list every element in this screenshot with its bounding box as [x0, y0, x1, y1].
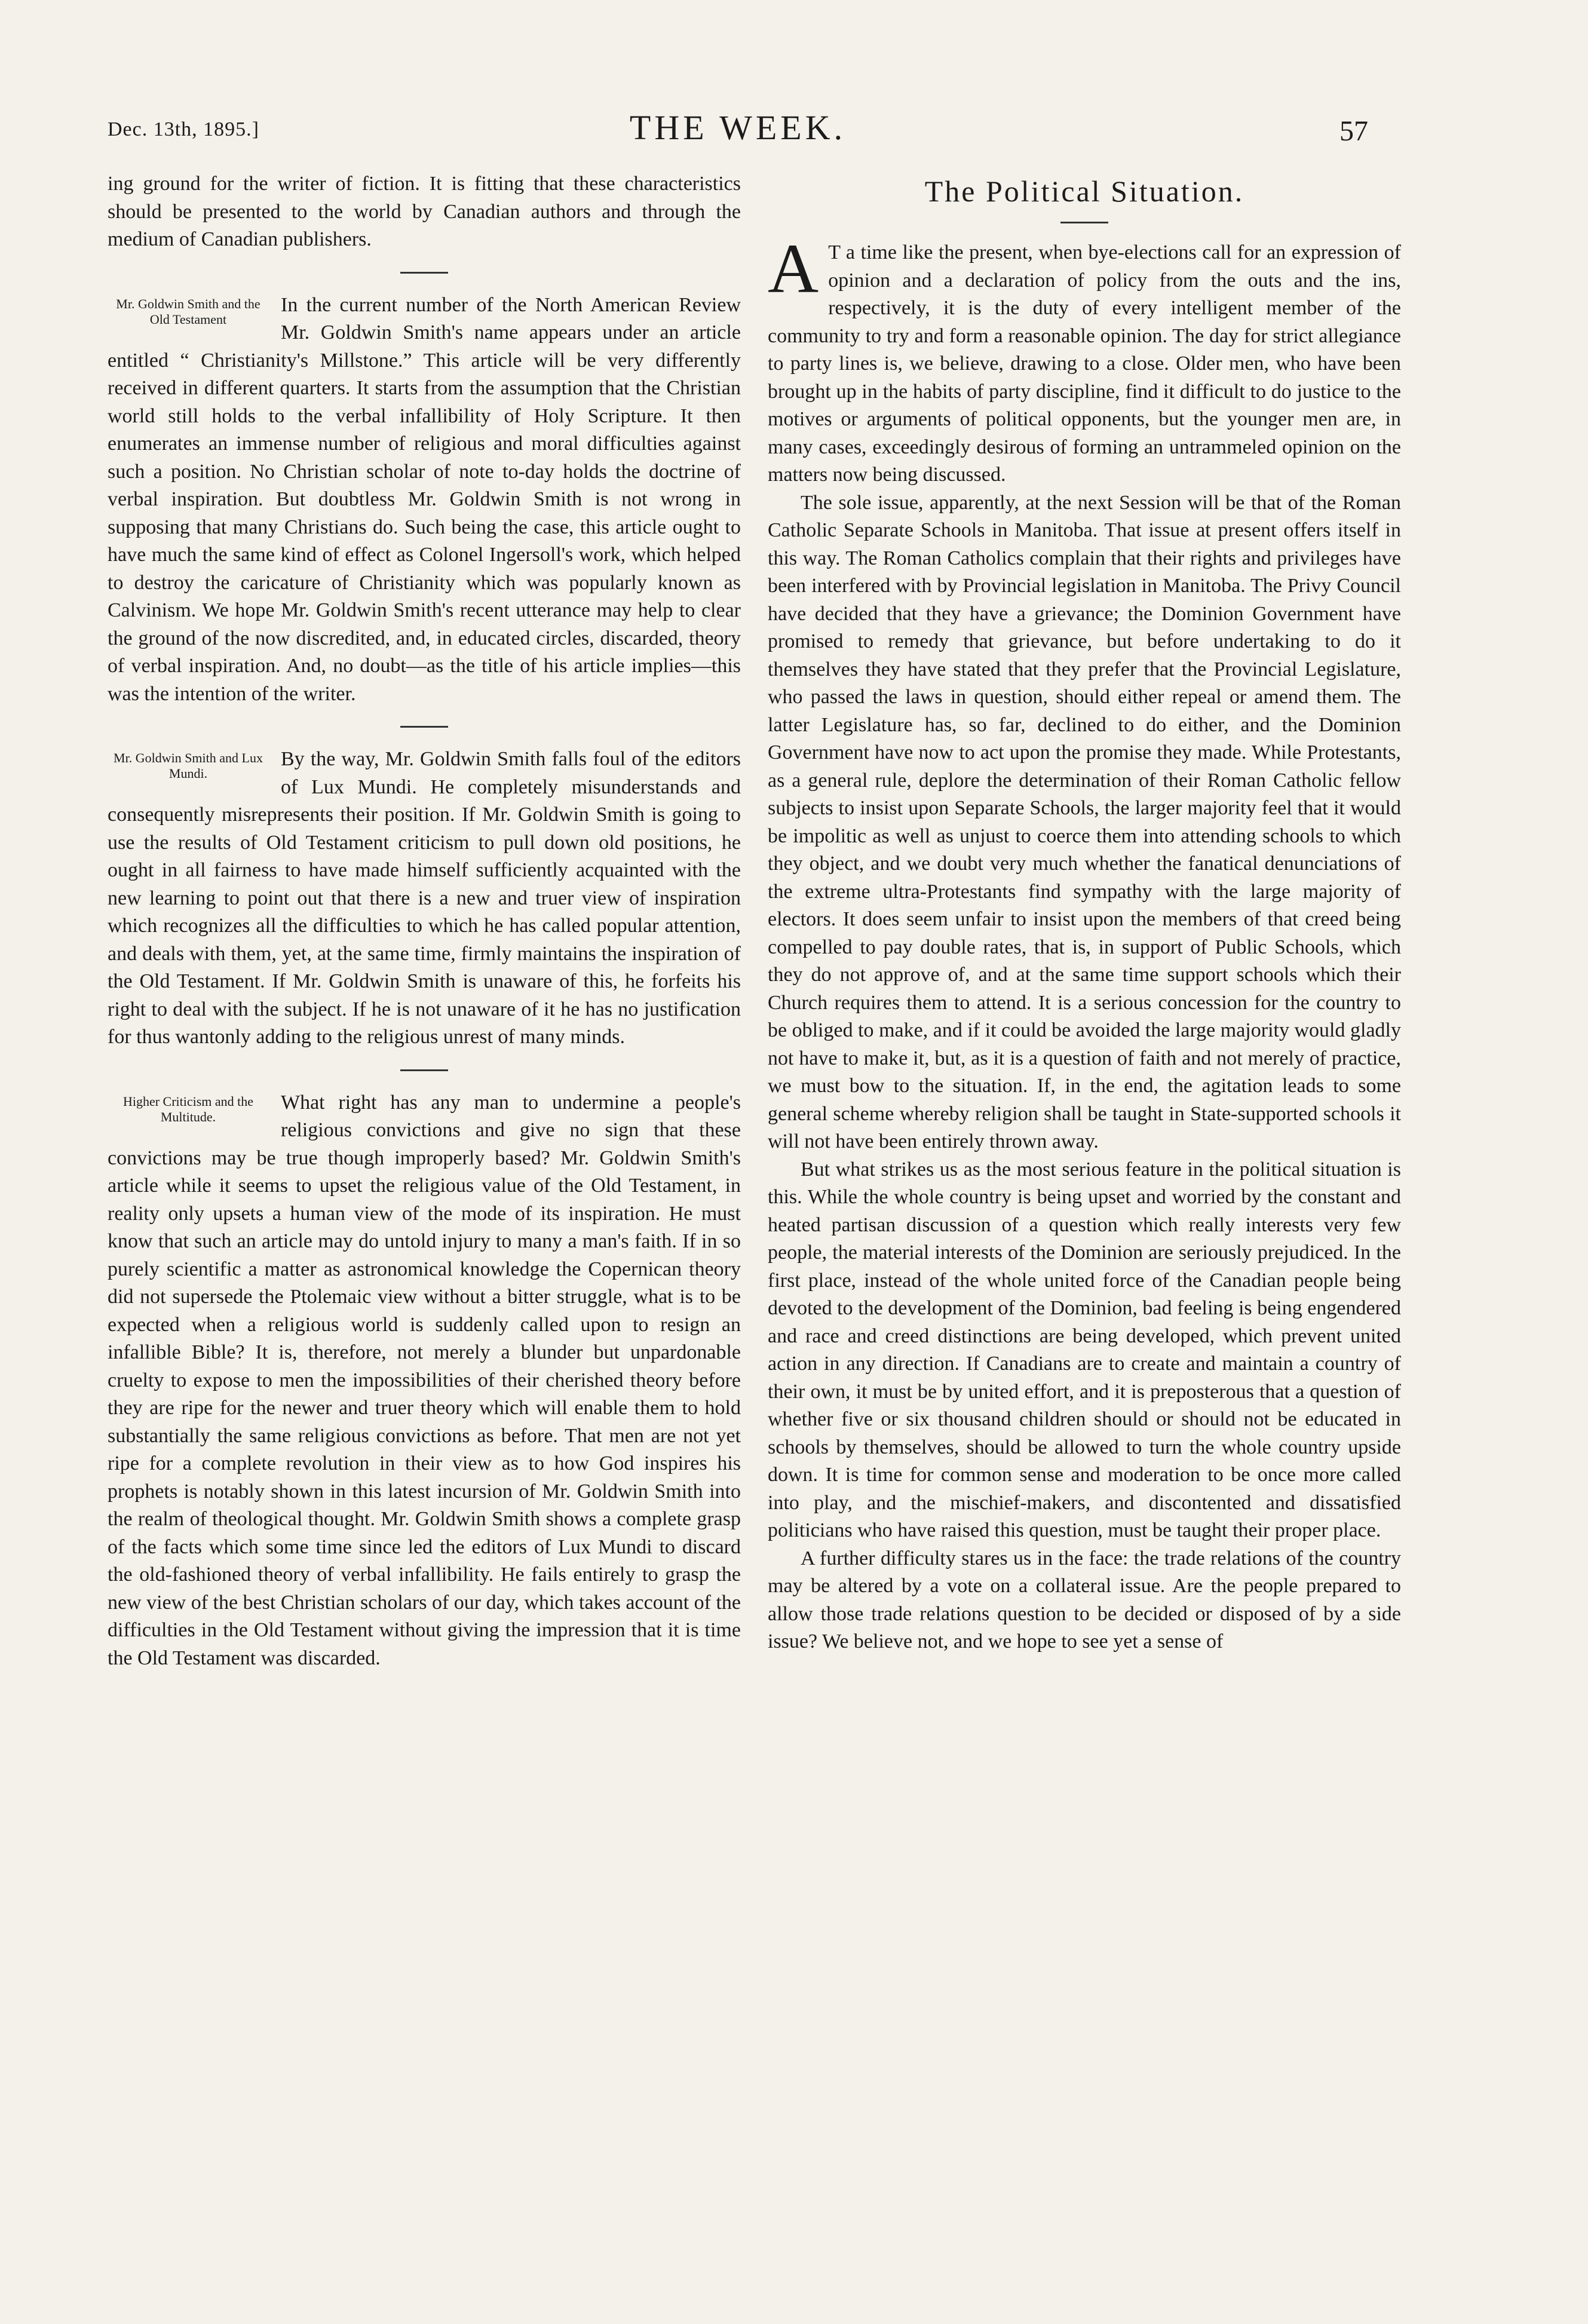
- left-column: [108, 170, 741, 1672]
- article-body: [768, 229, 1401, 1656]
- article-paragraph: T a time like the present, when bye-elections call for an expression of opinion and a declaration of policy from the outs and the ins, respectively, it is the duty of every intelligent member of the community to try and form a reasonable opinion. The day for strict allegiance to party lines is, we believe, drawing to a close. Older men, who have been brought up in the habits of party discipline, find it difficult to do justice to the motives or arguments of political opponents, but the younger men are, in many cases, exceedingly desirous of forming an untrammeled opinion on the matters now being discussed.: [768, 241, 1401, 486]
- page-number: 57: [1339, 115, 1368, 147]
- section-text: What right has any man to undermine a people's religious convictions and give no sign that these convictions may be true though improperly based? Mr. Goldwin Smith's article while it seems to upset the religious value of the Old Testament, in reality only upsets a human view of the mode of its inspiration. He must know that such an article may do untold injury to many a man's faith. If in so purely scientific a matter as astronomical knowledge the Copernican theory did not supersede the Ptolemaic view without a bitter struggle, what is to be expected when a religious world is suddenly called upon to resign an infallible Bible? It is, therefore, not merely a blunder but unpardonable cruelty to expose to men the impossibilities of their cherished theory before they are ripe for the newer and truer theory which will enable them to hold substantially the same religious convictions as before. That men are not yet ripe for a complete revolution in their view as to how God inspires his prophets is notably shown in this latest incursion of Mr. Goldwin Smith into the realm of theological thought. Mr. Goldwin Smith shows a complete grasp of the facts which some time since led the editors of Lux Mundi to discard the old-fashioned theory of verbal infallibility. He fails entirely to grasp the new view of the best Christian scholars of our day, which takes account of the difficulties in the Old Testament without giving the impression that it is time the Old Testament was discarded.: [108, 1091, 741, 1669]
- masthead-title: THE WEEK.: [629, 108, 847, 147]
- continued-paragraph: ing ground for the writer of fiction. It is fitting that these characteristics should be presented to the world by Canadian authors and through the medium of Canadian publishers.: [108, 173, 741, 250]
- section-higher-criticism: [108, 1089, 741, 1673]
- section-divider: [400, 272, 448, 274]
- issue-date: Dec. 13th, 1895.]: [108, 118, 260, 140]
- sidenote-higher-criticism: Higher Criticism and the Multitude.: [122, 1093, 254, 1124]
- page-header: [108, 108, 1368, 161]
- section-divider: [400, 726, 448, 728]
- title-divider: [1060, 222, 1108, 223]
- right-column: [768, 170, 1401, 1656]
- article-paragraph: The sole issue, apparently, at the next Session will be that of the Roman Catholic Separate Schools in Manitoba. That issue at present offers itself in this way. The Roman Catholics complain that their rights and privileges have been interfered with by Provincial legislation in Manitoba. The Privy Council have decided that they have a grievance; the Dominion Government have promised to remedy that grievance, but before undertaking to do it themselves they have stated that they prefer that the Provincial Legislature, who passed the laws in question, should either repeal or amend them. The latter Legislature has, so far, declined to do either, and the Dominion Government have now to act upon the promise they made. While Protestants, as a general rule, deplore the determination of their Roman Catholic fellow subjects to insist upon Separate Schools, the larger majority feel that it would be impolitic as well as unjust to coerce them into attending schools to which they object, and we doubt very much whether the fanatical denunciations of the extreme ultra-Protestants find sympathy with the large majority of electors. It does seem unfair to insist upon the members of that creed being compelled to pay double rates, that is, in support of Public Schools, which they do not approve of, and at the same time support schools which their Church requires them to attend. It is a serious concession for the country to be obliged to make, and if it could be avoided the large majority would gladly not have to make it, but, as it is a question of faith and not merely of practice, we must bow to the situation. If, in the end, the agitation leads to some general scheme whereby religion shall be taught in State-supported schools it will not have been entirely thrown away.: [768, 491, 1401, 1152]
- article-title: The Political Situation.: [924, 174, 1244, 208]
- drop-cap: A: [768, 229, 819, 308]
- section-old-testament: [108, 292, 741, 709]
- section-lux-mundi: [108, 746, 741, 1051]
- sidenote-old-testament: Mr. Goldwin Smith and the Old Testament: [116, 296, 260, 327]
- section-text: In the current number of the North American Review Mr. Goldwin Smith's name appears under an article entitled “ Christianity's Millstone.” This article will be very differently received in different quarters. It starts from the assumption that the Christian world still holds to the verbal infallibility of Holy Scripture. It then enumerates an immense number of religious and moral difficulties against such a position. No Christian scholar of note to-day holds the doctrine of verbal inspiration. But doubtless Mr. Goldwin Smith is not wrong in supposing that many Christians do. Such being the case, this article ought to have much the same kind of effect as Colonel Ingersoll's work, which helped to destroy the caricature of Christianity which was popularly known as Calvinism. We hope Mr. Goldwin Smith's recent utterance may help to clear the ground of the now discredited, and, in educated circles, discarded, theory of verbal inspiration. And, no doubt—as the title of his article implies—this was the intention of the writer.: [108, 293, 741, 705]
- article-paragraph: A further difficulty stares us in the face: the trade relations of the country may be altered by a vote on a collateral issue. Are the people prepared to allow those trade relations question to be decided or disposed of by a side issue? We believe not, and we hope to see yet a sense of: [768, 1547, 1401, 1652]
- section-text: By the way, Mr. Goldwin Smith falls foul of the editors of Lux Mundi. He completely misunderstands and consequently misrepresents their position. If Mr. Goldwin Smith is going to use the results of Old Testament criticism to pull down old positions, he ought in all fairness to have made himself sufficiently acquainted with the new learning to point out that there is a new and truer view of inspiration which recognizes all the difficulties to which he has called popular attention, and deals with them, yet, at the same time, firmly maintains the inspiration of the Old Testament. If Mr. Goldwin Smith is unaware of this, he forfeits his right to deal with the subject. If he is not unaware of it he has no justification for thus wantonly adding to the religious unrest of many minds.: [108, 748, 741, 1048]
- sidenote-lux-mundi: Mr. Goldwin Smith and Lux Mundi.: [114, 750, 263, 781]
- section-divider: [400, 1069, 448, 1071]
- article-paragraph: But what strikes us as the most serious feature in the political situation is this. While the whole country is being upset and worried by the constant and heated partisan discussion of a question which really interests very few people, the material interests of the Dominion are seriously prejudiced. In the first place, instead of the whole united force of the Canadian people being devoted to the development of the Dominion, bad feeling is being engendered and race and creed distinctions are being developed, which prevent united action in any direction. If Canadians are to create and maintain a country of their own, it must be by united effort, and it is preposterous that a question of whether five or six thousand children should or should not be educated in schools by themselves, should be allowed to turn the whole country upside down. It is time for common sense and moderation to be once more called into play, and the mischief-makers, and discontented and dissatisfied politicians who have raised this question, must be taught their proper place.: [768, 1158, 1401, 1541]
